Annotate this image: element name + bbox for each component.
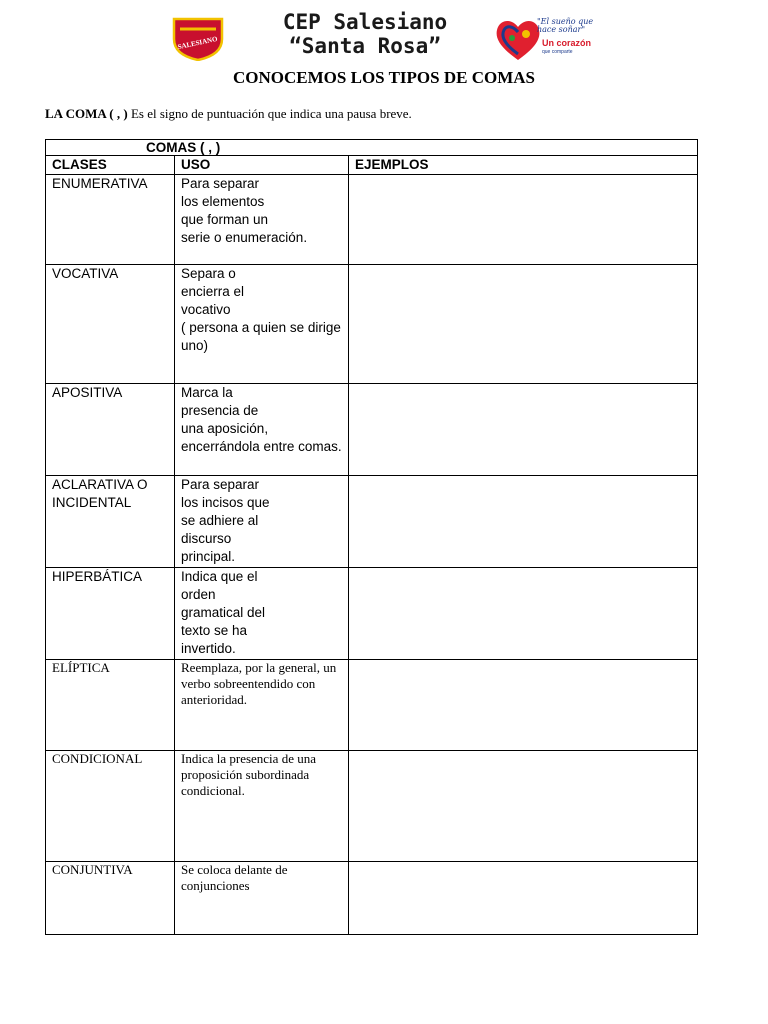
uso-cell: Indica la presencia de una proposición subordinada condicional. <box>175 751 349 862</box>
table-row <box>46 862 698 935</box>
ejemplos-cell[interactable] <box>349 660 698 751</box>
clase-cell: CONDICIONAL <box>46 751 175 862</box>
left-logo-text: SALESIANO <box>176 34 219 52</box>
table-row <box>46 568 698 660</box>
ejemplos-cell[interactable] <box>349 862 698 935</box>
school-shield-logo <box>170 15 226 61</box>
clase-cell: APOSITIVA <box>46 384 175 476</box>
uso-cell: Separa o encierra el vocativo ( persona a quien se dirige uno) <box>175 265 349 384</box>
table-row <box>46 751 698 862</box>
uso-cell: Reemplaza, por la general, un verbo sobreentendido con anterioridad. <box>175 660 349 751</box>
column-header-row <box>46 156 698 175</box>
column-header-clases: CLASES <box>46 156 175 175</box>
clase-cell: HIPERBÁTICA <box>46 568 175 660</box>
clase-cell: ENUMERATIVA <box>46 175 175 265</box>
clase-cell: CONJUNTIVA <box>46 862 175 935</box>
intro-term: LA COMA ( , ) <box>45 106 128 121</box>
uso-cell: Para separar los elementos que forman un serie o enumeración. <box>175 175 349 265</box>
right-logo-subtitle: Un corazón <box>542 38 592 48</box>
table-row <box>46 384 698 476</box>
school-name-line1: CEP Salesiano <box>282 10 448 34</box>
table-row <box>46 476 698 568</box>
school-name <box>240 10 490 58</box>
table-heading-row <box>46 140 698 156</box>
ejemplos-cell[interactable] <box>349 384 698 476</box>
clase-cell: ELÍPTICA <box>46 660 175 751</box>
document-header <box>0 0 768 66</box>
ejemplos-cell[interactable] <box>349 175 698 265</box>
comas-table <box>45 139 698 935</box>
uso-cell: Se coloca delante de conjunciones <box>175 862 349 935</box>
ejemplos-cell[interactable] <box>349 568 698 660</box>
column-header-ejemplos: EJEMPLOS <box>349 156 698 175</box>
table-heading: COMAS ( , ) <box>46 140 698 156</box>
document-title: CONOCEMOS LOS TIPOS DE COMAS <box>233 68 535 87</box>
column-header-uso: USO <box>175 156 349 175</box>
clase-cell: VOCATIVA <box>46 265 175 384</box>
intro-definition: Es el signo de puntuación que indica una pausa breve. <box>130 106 412 121</box>
uso-cell: Indica que el orden gramatical del texto se ha invertido. <box>175 568 349 660</box>
right-logo-slogan: "El sueño que hace soñar" <box>537 17 594 34</box>
intro-paragraph <box>45 106 412 122</box>
clase-cell: ACLARATIVA O INCIDENTAL <box>46 476 175 568</box>
table-row <box>46 175 698 265</box>
heart-slogan-logo <box>492 14 606 64</box>
uso-cell: Para separar los incisos que se adhiere al discurso principal. <box>175 476 349 568</box>
table-row <box>46 660 698 751</box>
uso-cell: Marca la presencia de una aposición, encerrándola entre comas. <box>175 384 349 476</box>
right-logo-caption: que comparte <box>542 49 573 55</box>
ejemplos-cell[interactable] <box>349 751 698 862</box>
table-row <box>46 265 698 384</box>
ejemplos-cell[interactable] <box>349 265 698 384</box>
school-name-line2: “Santa Rosa” <box>289 34 441 58</box>
ejemplos-cell[interactable] <box>349 476 698 568</box>
